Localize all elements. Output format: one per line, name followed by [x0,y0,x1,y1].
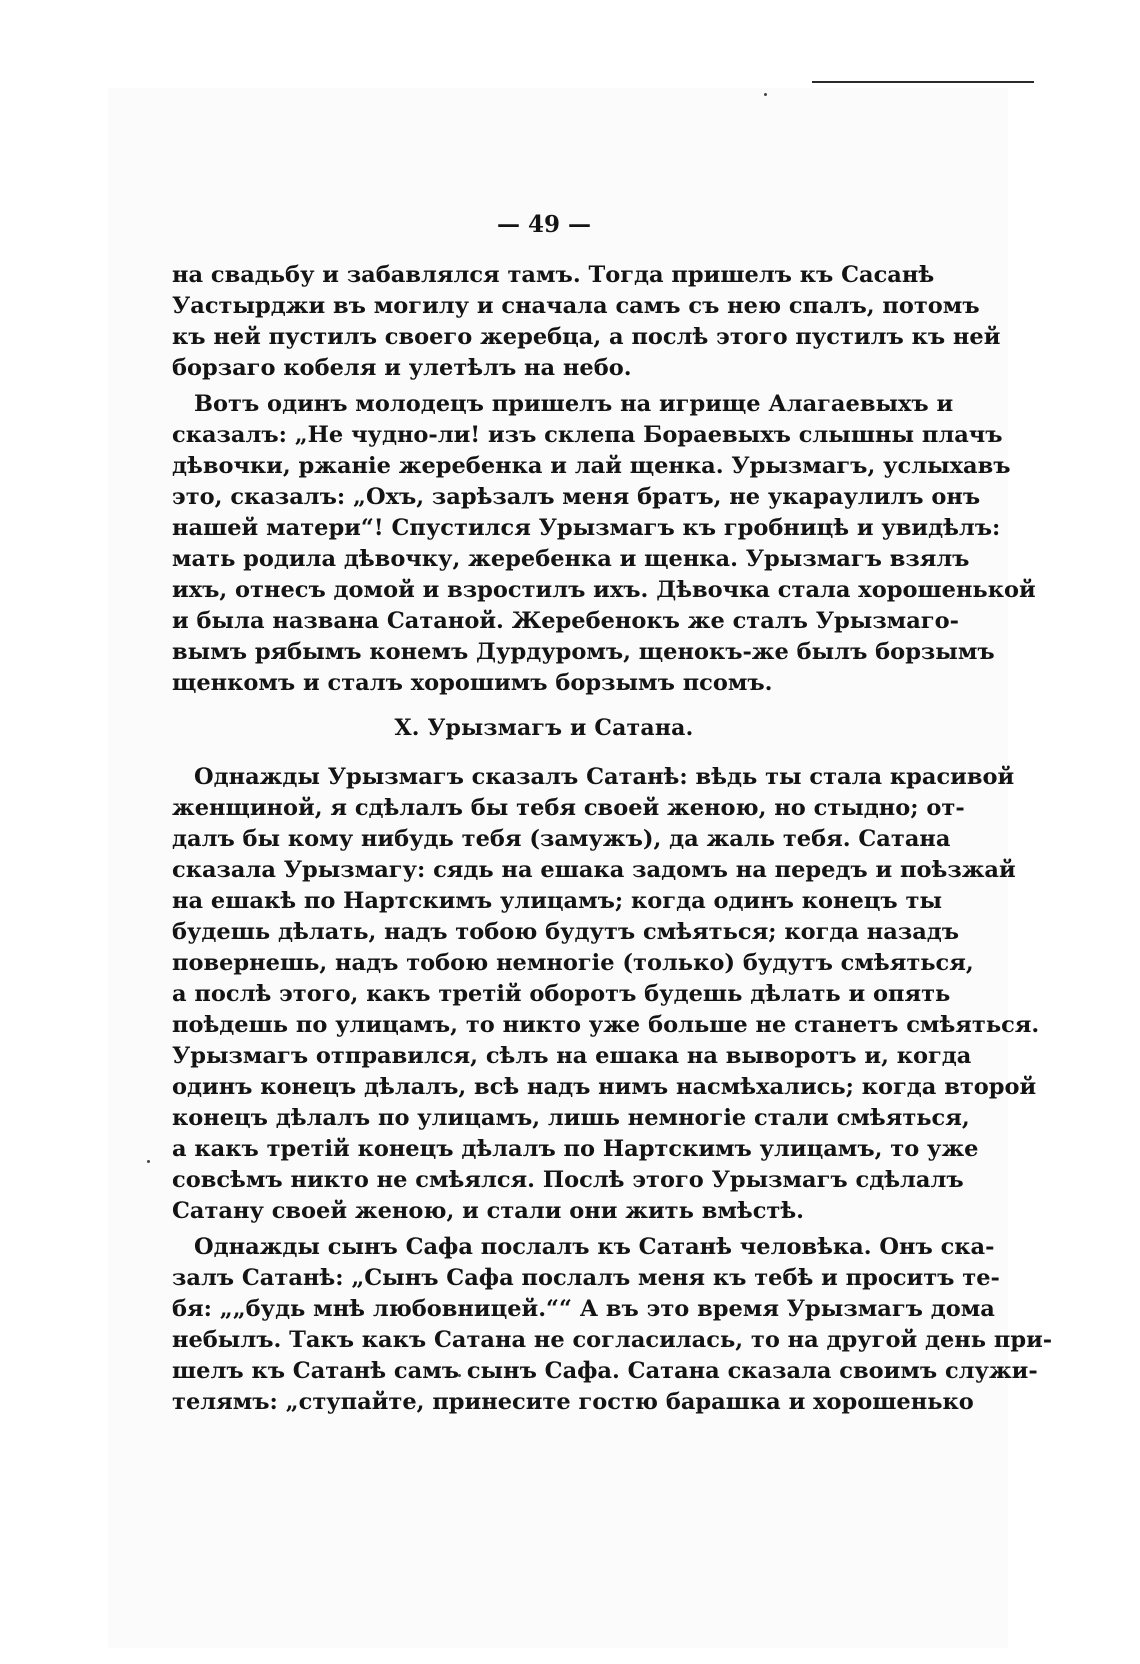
paragraph-p2 [172,389,1036,699]
text-line: повернешь, надъ тобою немногіе (только) будутъ смѣяться, [172,950,974,976]
scan-speck [764,93,767,96]
text-line: щенкомъ и сталъ хорошимъ борзымъ псомъ. [172,670,773,696]
text-line: а послѣ этого, какъ третій оборотъ будешь дѣлать и опять [172,981,951,1007]
text-line: къ ней пустилъ своего жеребца, а послѣ этого пустилъ къ ней [172,324,1001,350]
text-line: будешь дѣлать, надъ тобою будутъ смѣяться; когда назадъ [172,919,960,945]
text-line: далъ бы кому нибудь тебя (замужъ), да жаль тебя. Сатана [172,826,951,852]
text-line: нашей матери“! Спустился Урызмагъ къ гробницѣ и увидѣлъ: [172,515,1001,541]
text-line: сказала Урызмагу: сядь на ешака задомъ на передъ и поѣзжай [172,857,1016,883]
scan-speck [147,1160,150,1163]
page-number: — 49 — [496,211,592,238]
text-line: борзаго кобеля и улетѣлъ на небо. [172,355,632,381]
text-line: поѣдешь по улицамъ, то никто уже больше не станетъ смѣяться. [172,1012,1040,1038]
text-line: одинъ конецъ дѣлалъ, всѣ надъ нимъ насмѣхались; когда второй [172,1074,1037,1100]
text-line: мать родила дѣвочку, жеребенка и щенка. Урызмагъ взялъ [172,546,970,572]
text-line: дѣвочки, ржаніе жеребенка и лай щенка. Урызмагъ, услыхавъ [172,453,1011,479]
text-line: Однажды сынъ Сафа послалъ къ Сатанѣ человѣка. Онъ ска- [194,1234,995,1260]
text-line: сказалъ: „Не чудно-ли! изъ склепа Бораевыхъ слышны плачъ [172,422,1003,448]
text-line: небылъ. Такъ какъ Сатана не согласилась, то на другой день при- [172,1327,1053,1353]
text-line: телямъ: „ступайте, принесите гостю барашка и хорошенько [172,1389,974,1415]
text-line: женщиной, я сдѣлалъ бы тебя своей женою, но стыдно; от- [172,795,965,821]
text-line: Уастырджи въ могилу и сначала самъ съ нею спалъ, потомъ [172,293,980,319]
text-line: ихъ, отнесъ домой и взростилъ ихъ. Дѣвочка стала хорошенькой [172,577,1036,603]
corner-rule [812,81,1034,83]
paragraphs-after-heading [172,762,1053,1418]
text-line: совсѣмъ никто не смѣялся. Послѣ этого Урызмагъ сдѣлалъ [172,1167,964,1193]
section-heading: X. Урызмагъ и Сатана. [394,715,694,741]
text-line: а какъ третій конецъ дѣлалъ по Нартскимъ улицамъ, то уже [172,1136,979,1162]
text-line: вымъ рябымъ конемъ Дурдуромъ, щенокъ-же былъ борзымъ [172,639,995,665]
paragraphs-before-heading [172,260,1036,699]
text-line: Сатану своей женою, и стали они жить вмѣстѣ. [172,1198,805,1224]
text-line: на ешакѣ по Нартскимъ улицамъ; когда одинъ конецъ ты [172,888,943,914]
text-line: и была названа Сатаной. Жеребенокъ же сталъ Урызмаго- [172,608,959,634]
paragraph-p1 [172,260,1001,384]
text-line: бя: „„будь мнѣ любовницей.““ А въ это время Урызмагъ дома [172,1296,995,1322]
paragraph-p3 [172,762,1040,1227]
text-line: Урызмагъ отправился, сѣлъ на ешака на выворотъ и, когда [172,1043,972,1069]
text-line: Однажды Урызмагъ сказалъ Сатанѣ: вѣдь ты стала красивой [194,764,1015,790]
text-line: Вотъ одинъ молодецъ пришелъ на игрище Алагаевыхъ и [194,391,954,417]
paragraph-p4 [172,1232,1053,1418]
text-line: шелъ къ Сатанѣ самъ сынъ Сафа. Сатана сказала своимъ служи- [172,1358,1038,1384]
text-line: конецъ дѣлалъ по улицамъ, лишь немногіе стали смѣяться, [172,1105,970,1131]
text-line: это, сказалъ: „Охъ, зарѣзалъ меня братъ, не укараулилъ онъ [172,484,981,510]
page-text [172,210,1053,1423]
text-line: залъ Сатанѣ: „Сынъ Сафа послалъ меня къ тебѣ и проситъ те- [172,1265,1000,1291]
text-line: на свадьбу и забавлялся тамъ. Тогда пришелъ къ Сасанѣ [172,262,935,288]
